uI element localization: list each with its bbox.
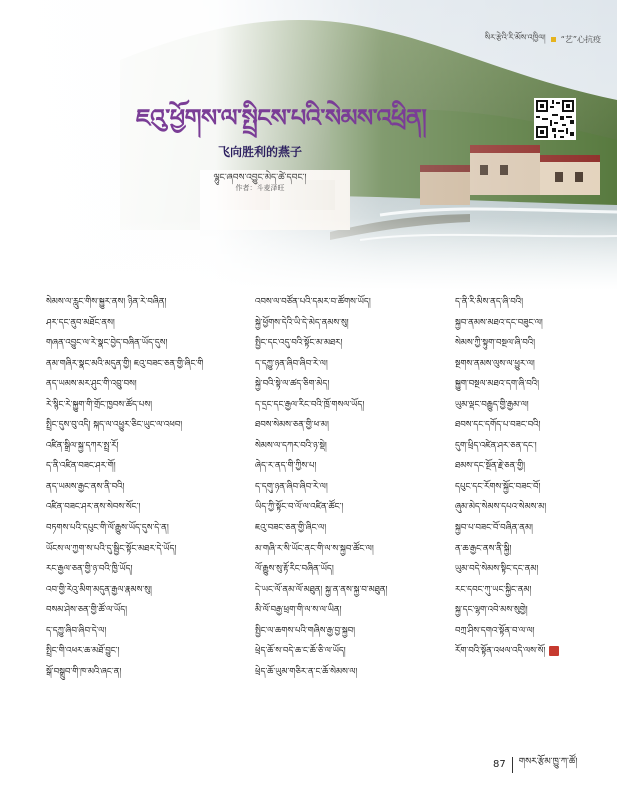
page-footer [493,752,577,777]
poem-line: སྐྱུག་བསྔལ་མཐའ་དག་ཞི་བའི། [455,379,540,390]
poem-line: ཐབས་དང་དགོད་པ་བཟང་བའི། [455,420,541,431]
poem-line: བསམ་ཤེས་ཅན་གྱི་ཚོ་ལ་ཡོད། [46,605,128,616]
page-number: 87 [493,759,506,770]
poem-line: ད་དཀྱུ་ཞིབ་ཞིབ་དེ་ལ། [46,625,107,636]
poem-line: སེམས་ཀྱི་སྟུག་བསྔལ་ཞི་བའི། [455,338,536,349]
poem-column-3 [455,292,595,662]
poem-line: ད་ནི་རི་མིས་ནད་ཞི་བའི། [455,297,524,307]
poem-line: བཀྲ་ཤིས་དགའ་སྟོན་བ་ལ་ལ། [455,625,535,636]
poem-line: སྤྲིང་གི་འཕར་ཆ་མཐོ་བྱུང་། [46,646,120,657]
poem-line: དུག་ཕྲིད་འཛེན་ཤར་ཅན་དང་། [455,440,537,451]
poem-line: བཏགས་པའི་དཔུང་གི་ལོ་རྒྱུས་ཡོད་དུས་དེ་ན། [46,523,169,534]
poem-line: ནད་ཡམས་མར་ཤུང་གི་འབྲུ་བས། [46,379,137,390]
poem-line: སྐྱེ་ཕྱོགས་དེའི་ཡི་དེ་མེད་ནམས་སུ། [255,317,349,328]
poem-line: སྐྱབ་པ་བཟང་བོ་བཞིན་ནམ། [455,523,533,534]
footer-journal-name: གསར་རྩོམ་ཁྱུ་ཀ་ཚོ། [518,757,578,767]
author-name-tibetan: ལྷུང་ཞབས་འབྱུང་མེད་ཚེ་དབང་། [213,173,307,183]
poem-line: སྤྱིང་ལ་ཆགས་པའི་གཞིས་རྒྱ་བྱ་སྐྱབ། [255,625,356,636]
poem-line: ད་དྲང་དང་རྒྱལ་རིང་བའི་ཁྲོ་གསལ་ཡོད། [255,399,365,410]
poem-line: འབ་གྱི་རེའུ་མིག་མདུན་རྒྱལ་རྣམས་སུ། [46,584,152,595]
poem-line: ཡིད་ཀྱི་སྟོང་བ་ལོ་ལ་འཛིན་ཚོང་། [255,502,344,513]
running-head [485,28,601,51]
poem-line: སེམས་ལ་དཀར་བའི་ཉ་སྡེ། [255,440,327,451]
poem-column-2 [255,292,455,682]
poem-line: ཇའུ་བཟང་ཅན་གྱི་ཞིང་ལ། [255,523,327,534]
author-name-chinese: 作者：斗麦泽旺 [235,184,285,192]
poem-line: ད་ནི་འཛིན་བཟང་ཤར་གོ། [46,461,116,472]
poem-line: ནམ་གཞིར་སྣང་མའི་མདུན་གྱི། ཇའུ་བཟང་ཅན་གྱི་ཞིང་གི [46,358,204,369]
section-name: “艺”心抗疫 [560,35,601,44]
poem-title-tibetan: ཇའུ་ཕྱོགས་ལ་སྤྲིངས་པའི་སེམས་འཕྲིན། [136,103,427,132]
poem-subtitle-chinese: 飞向胜利的燕子 [217,145,302,159]
poem-line: ཕྲེད་ཆོ་ཡུམ་གཅིར་ན་ང་ཆོ་སེམས་ལ། [255,666,358,677]
poem-line: ཐམས་དང་སྔོན་རྗེ་ཅན་གྱི། [455,461,526,472]
poem-line: རང་དབང་ཀུ་ཡང་སྐྱིང་ནམ། [455,584,532,595]
poem-line: མི་ལོ་བརྒྱ་ཕྲག་གི་ལ་ས་ལ་ཡིན། [255,605,342,616]
poem-line: ད་དགུ་ཉན་ཞིབ་ཞིབ་རེ་ལ། [255,481,328,492]
poem-line: ནད་ཡམས་རྒྱང་ནས་ནི་བའི། [46,481,125,492]
poem-line: སྐྱ་དང་ལྷག་འབེ་མས་སུགྱེ། [455,605,528,616]
poem-line: ཡུམ་ལྡང་བརྒྱུད་གྱི་རྒྱམ་ལ། [455,399,529,410]
poem-line: ཕྲེད་ཆོ་ས་བདེ་ཆ་ང་ཆོ་ཅི་ལ་ཡོད། [255,646,346,657]
poem-line: ལོ་རྒྱུས་སུ་རྟོ་རིང་བཞིན་ཡོད། [255,564,334,575]
poem-line: སྐྱེ་བའི་སྟེ་ལ་ཚད་ཅིག་མེད། [255,379,330,390]
poem-line: ད་དཀྱུ་ཉན་ཞིབ་ཞིབ་རེ་ལ། [255,358,328,369]
poem-line: ཞེད་ར་ནད་གི་ཀྱིས་པ། [255,461,317,472]
poem-line: ཐབས་སེམས་ཅན་གྱི་ཕ་མ། [255,420,329,431]
footer-divider [512,757,513,773]
poem-line: རེ་སྙིང་རེ་སྐྱུག་གི་གྲོང་ཁྱབས་ཚོད་པས། [46,399,153,410]
journal-name-tibetan: སིར་རྩེའི་རི་མོས་འཁྱིལ། [484,33,546,42]
poem-line: ན་ཆ་རྒྱང་ནས་ནི་སྐྱི། [455,543,512,554]
poem-line: སྔགས་ནམས་ལུས་ལ་ཕྱུར་ལ། [455,358,535,369]
poem-column-1 [46,292,246,682]
qr-code-icon [534,98,576,140]
poem-line: ཡུམ་བདེ་སེམས་སྟིང་དང་ནམ། [455,564,539,575]
poem-line: འབས་ལ་བཙོན་པའི་དམར་བ་ཚོགས་ཡོད། [255,297,371,307]
poem-line: ཤར་དང་ནུབ་མཐོང་ནས། [46,317,115,328]
poem-line: སྐྱབ་ནམས་མཐའ་དང་བཟུང་ལ། [455,317,543,328]
poem-line: འཛིན་སྒྲིལ་སྐྱ་དཀར་སྤྲ་རོ། [46,440,119,451]
poem-line: འཛིན་བཟང་ཤར་ནས་སེབས་སོང་། [46,502,141,513]
poem-line: ཞུམ་མེད་སེམས་དཔའ་སེམས་མ། [455,502,547,513]
poem-line: སེམས་ལ་རླུང་གིས་སྐྱུར་ནས། ཉིན་རེ་བཞིན། [46,297,167,307]
poem-line: ཡོངས་ལ་ཀྱག་ས་པའི་དུ་སྦྱིང་སྟོང་མཐར་དེ་ཡོད། [46,543,177,554]
poem-line: སྒོ་བསྒྲུབ་གི་ཁ་མའི་ཞང་ན། [46,666,122,677]
poem-line: རང་རྒྱལ་ཅན་གྱི་ཉ་བའི་ཁྱི་ཡོད། [46,564,133,575]
poem-line: སྤྱིང་དང་འདུ་བའི་སྟོང་མ་མཐར། [255,338,343,349]
poem-line: གཞན་འབྱུང་ལ་རེ་སྣང་བྱེད་བཞིན་ཡོད་དུས། [46,338,168,349]
section-marker-icon [551,37,556,42]
poem-line: རོག་བའི་སྟོན་འཕལ་འདི་ལས་སོ། [455,641,595,662]
poem-line: མ་གཞི་ར་སི་ཡོང་ནང་གི་ལ་ས་སྐྱབ་ཚོང་ལ། [255,543,374,554]
poem-line: དཔུང་དང་རོགས་སྐྱོང་བཟང་བོ། [455,481,541,492]
red-seal-icon [549,646,559,656]
poem-line: སྤྲིང་དུས་བུ་འདི། སྐད་ལ་འཕྱུར་ཅིང་ཡུང་ལ་འཕབ། [46,420,183,431]
poem-line: དེ་ཡང་ལོ་ནམ་ལོ་མཐུན། སྐྱ་ན་ནས་སྐྱ་བ་མཐུན། [255,584,388,595]
